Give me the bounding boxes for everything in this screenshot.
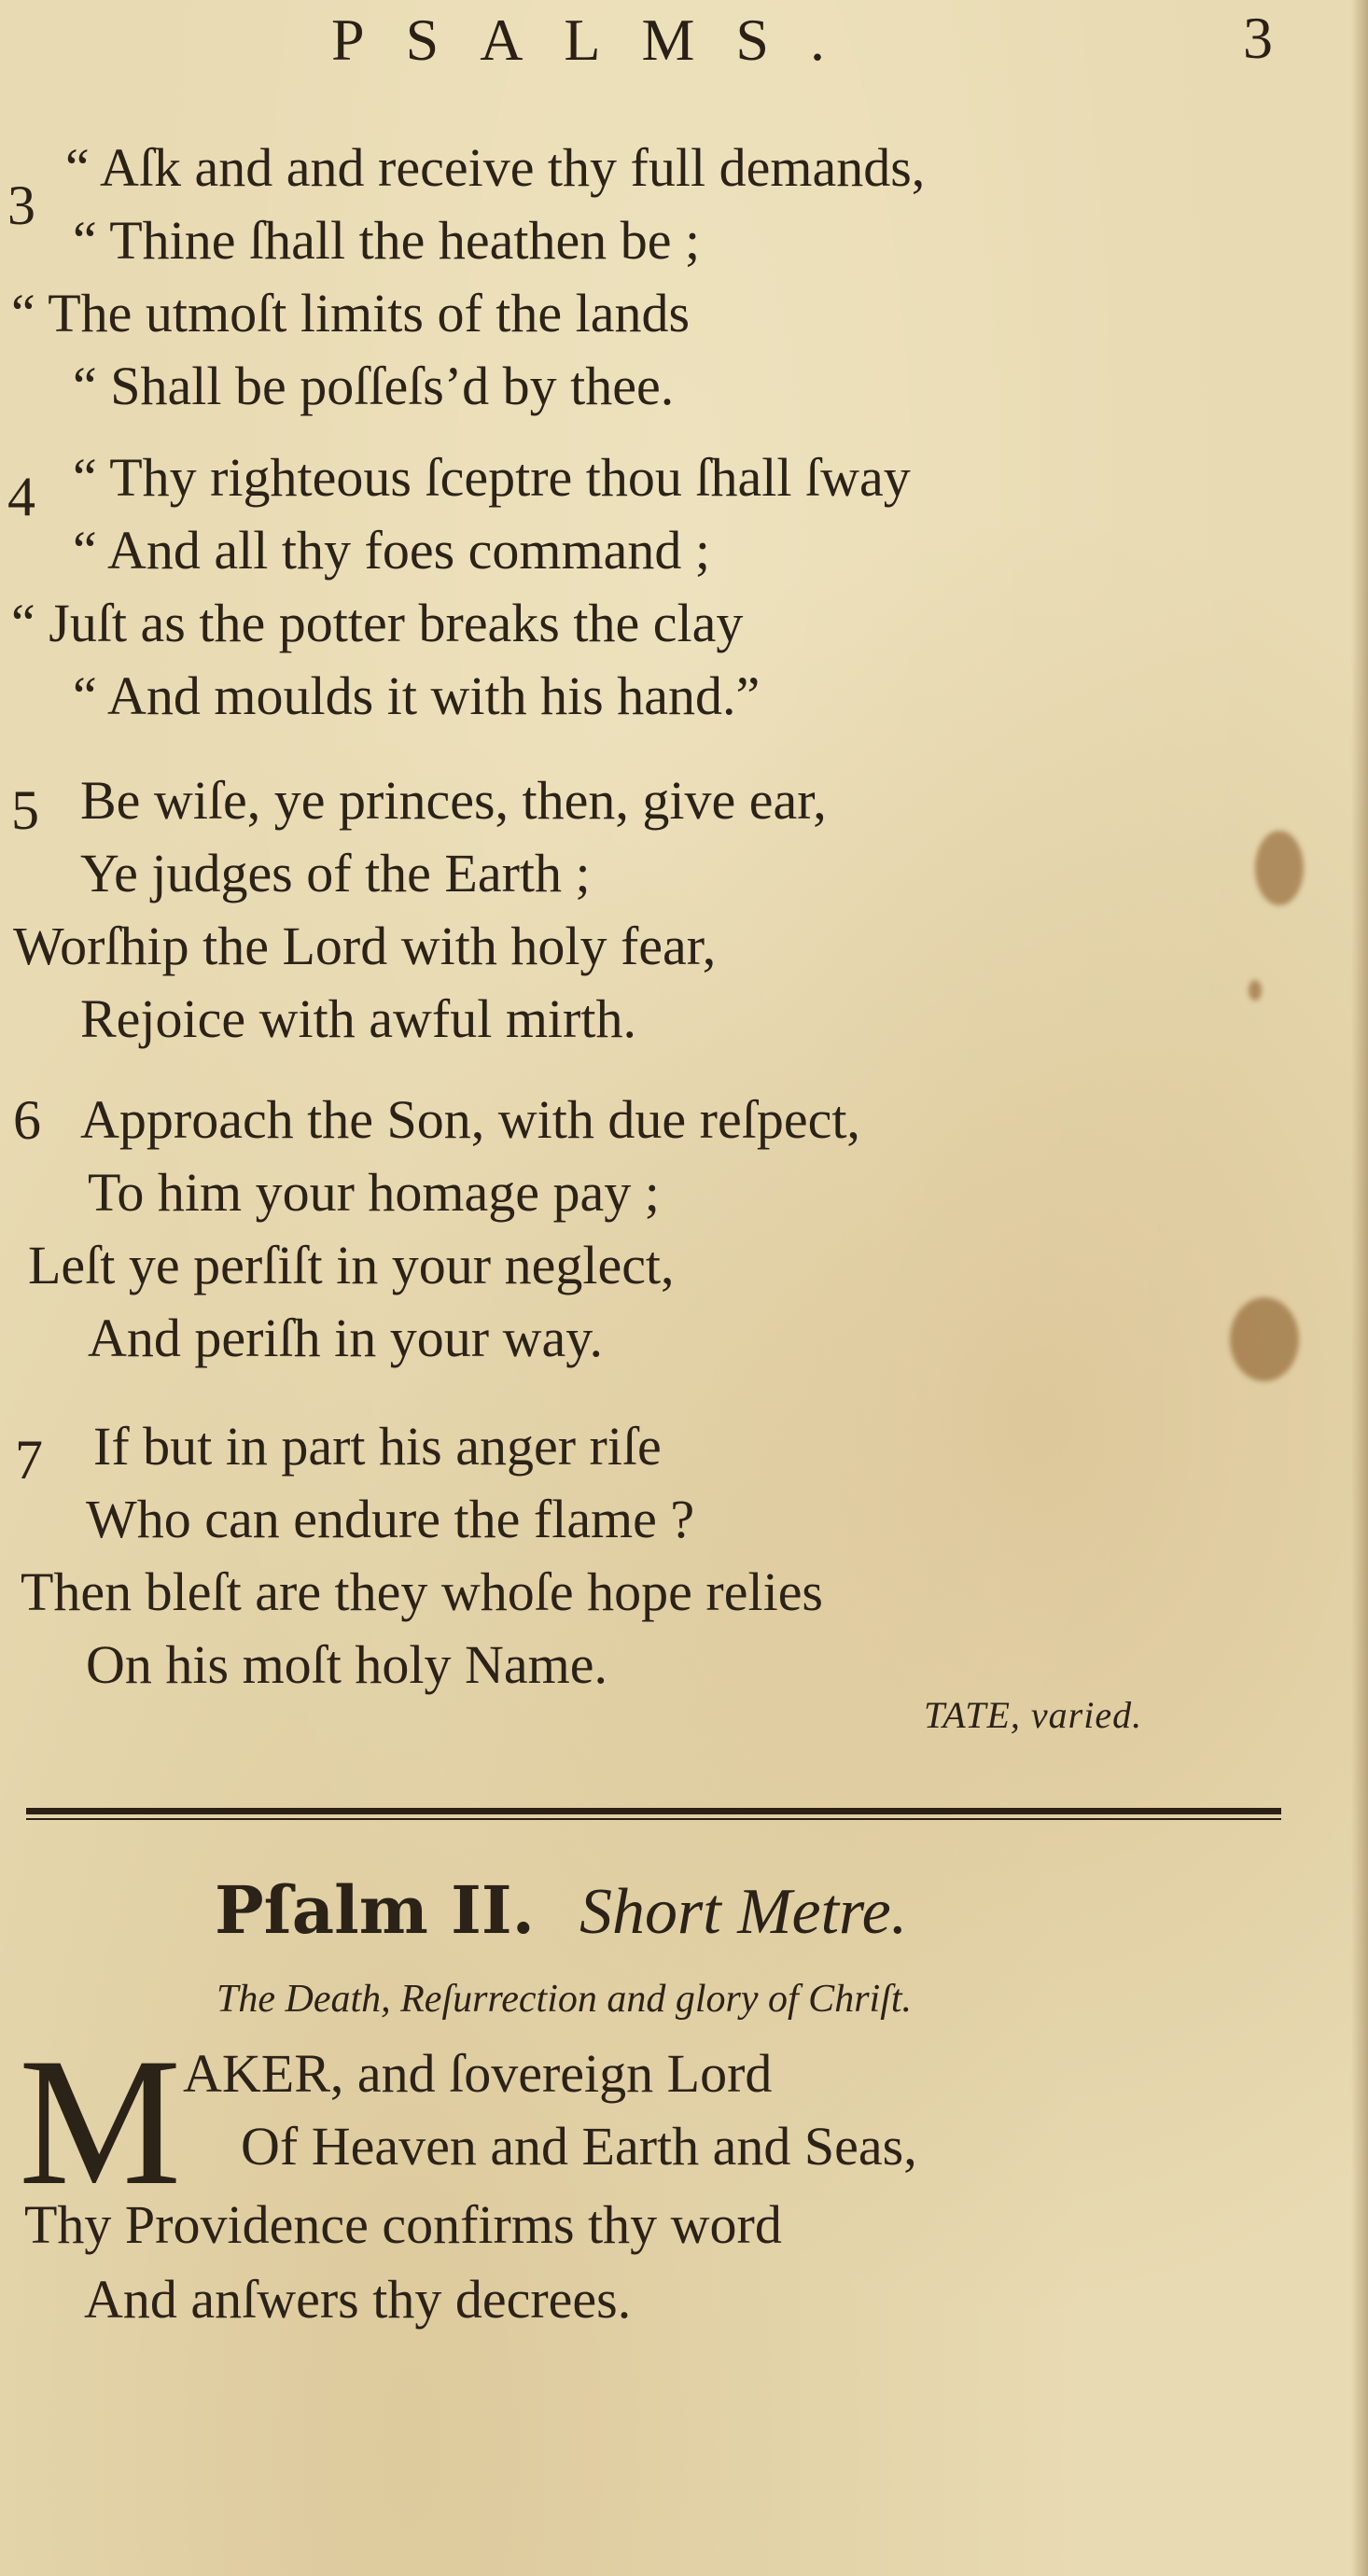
verse-line: Rejoice with awful mirth. [80, 988, 636, 1049]
page-number: 3 [1243, 5, 1273, 71]
verse-line: “ Shall be poſſeſs’d by thee. [73, 356, 675, 416]
psalm-subtitle: The Death, Reſurrection and glory of Chriſt. [216, 1978, 913, 2021]
foxing-stain [1249, 980, 1262, 1001]
drop-cap: M [19, 2021, 182, 2223]
verse-line: Be wiſe, ye princes, then, give ear, [80, 770, 827, 831]
verse-line: “ Juſt as the potter breaks the clay [11, 593, 744, 653]
verse-line: Ye judges of the Earth ; [80, 843, 591, 903]
verse-line: “ Thine ſhall the heathen be ; [73, 210, 701, 271]
attribution: TATE, varied. [924, 1694, 1143, 1736]
psalm-heading [215, 1871, 907, 1950]
stanza-number: 7 [15, 1429, 43, 1491]
verse-line: “ The utmoſt limits of the lands [11, 283, 691, 343]
foxing-stain [1230, 1297, 1299, 1381]
verse-line: And periſh in your way. [88, 1308, 603, 1368]
verse-line: Thy Providence confirms thy word [24, 2194, 782, 2255]
section-divider-thin [26, 1818, 1281, 1820]
verse-line: And anſwers thy decrees. [84, 2269, 632, 2330]
verse-line: On his moſt holy Name. [86, 1634, 608, 1695]
verse-line: Who can endure the flame ? [86, 1489, 695, 1549]
running-head: PSALMS. [331, 7, 866, 73]
verse-line: “ And all thy foes command ; [73, 520, 710, 581]
verse-line: “ Thy righteous ſceptre thou ſhall ſway [73, 447, 911, 508]
verse-line: AKER, and ſovereign Lord [183, 2043, 773, 2104]
verse-line: “ Aſk and and receive thy full demands, [65, 137, 926, 198]
verse-line: Approach the Son, with due reſpect, [80, 1089, 860, 1150]
verse-line: If but in part his anger riſe [93, 1416, 662, 1477]
stanza-number: 5 [11, 779, 39, 841]
section-divider [26, 1808, 1281, 1814]
verse-line: “ And moulds it with his hand.” [73, 665, 761, 726]
stanza-number: 6 [13, 1089, 41, 1151]
page-edge-shadow [1351, 0, 1368, 2576]
verse-line: Of Heaven and Earth and Seas, [241, 2116, 917, 2177]
stanza-number: 4 [7, 466, 35, 527]
psalm-metre: Short Metre. [579, 1876, 908, 1948]
psalm-title: Pſalm II. [215, 1871, 535, 1949]
verse-line: Leſt ye perſiſt in your neglect, [28, 1235, 675, 1295]
verse-line: Then bleſt are they whoſe hope relies [21, 1561, 824, 1622]
verse-line: To him your homage pay ; [88, 1162, 660, 1223]
stanza-number: 3 [7, 175, 35, 236]
foxing-stain [1255, 831, 1304, 905]
verse-line: Worſhip the Lord with holy fear, [13, 916, 717, 976]
